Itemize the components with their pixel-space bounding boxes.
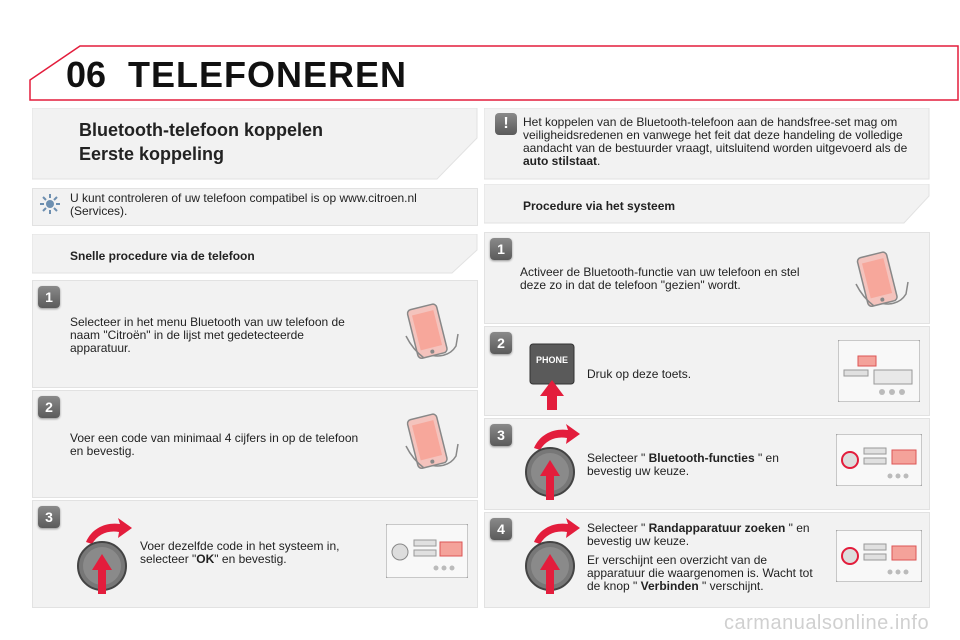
page-title: TELEFONEREN (128, 54, 408, 95)
watermark: carmanualsonline.info (724, 612, 930, 634)
left-step-1-text: Selecteer in het menu Bluetooth van uw telefoon de naam "Citroën" in de lijst met gedetecteerde apparatuur. (70, 315, 345, 355)
step-badge: 2 (490, 332, 512, 354)
right-step-1-text: Activeer de Bluetooth-functie van uw telefoon en stel deze zo in dat de telefoon "gezien" wordt. (520, 265, 800, 292)
radio-unit-illustration (838, 340, 920, 402)
radio-unit-illustration (836, 530, 922, 582)
right-step-3-text: Selecteer " Bluetooth-functies " en bevestig uw keuze. (587, 451, 779, 478)
left-step-2-text: Voer een code van minimaal 4 cijfers in op de telefoon en bevestig. (70, 431, 359, 458)
rotary-knob-icon (520, 514, 588, 598)
step-badge: 3 (38, 506, 60, 528)
tip-text: U kunt controleren of uw telefoon compatibel is op www.citroen.nl (Services). (70, 191, 417, 218)
right-step-4-text-2: Er verschijnt een overzicht van de apparatuur die waargenomen is. Wacht tot de knop " Verbinden " verschijnt. (587, 553, 813, 593)
light-icon (38, 192, 62, 216)
exclamation-icon: ! (495, 113, 517, 135)
left-step-3-text: Voer dezelfde code in het systeem in, selecteer "OK" en bevestig. (140, 539, 340, 566)
chapter-number: 06 (66, 54, 107, 95)
phone-key-label: PHONE (535, 355, 568, 365)
phone-hand-icon (848, 244, 912, 316)
right-heading: Procedure via het systeem (523, 199, 676, 213)
phone-hand-icon (398, 296, 462, 368)
radio-unit-illustration (386, 524, 468, 578)
step-badge: 4 (490, 518, 512, 540)
right-step-2-text: Druk op deze toets. (587, 367, 692, 381)
rotary-knob-icon (520, 420, 588, 504)
phone-key-icon (526, 340, 578, 412)
step-badge: 3 (490, 424, 512, 446)
warning-text: Het koppelen van de Bluetooth-telefoon aan de handsfree-set mag om veiligheidsredenen en vanwege het feit dat deze handeling de volledige aandacht van de bestuurder vraagt, uitsluitend worden uitgevoerd als de auto stilstaat. (523, 115, 908, 168)
step-badge: 1 (38, 286, 60, 308)
right-step-4-text: Selecteer " Randapparatuur zoeken " en bevestig uw keuze. (587, 521, 810, 548)
rotary-knob-icon (72, 514, 140, 598)
section-subtitle: Eerste koppeling (79, 144, 225, 164)
radio-unit-illustration (836, 434, 922, 486)
phone-hand-icon (398, 406, 462, 478)
left-heading: Snelle procedure via de telefoon (70, 249, 255, 263)
step-badge: 2 (38, 396, 60, 418)
section-title: Bluetooth-telefoon koppelen (79, 120, 323, 140)
step-badge: 1 (490, 238, 512, 260)
